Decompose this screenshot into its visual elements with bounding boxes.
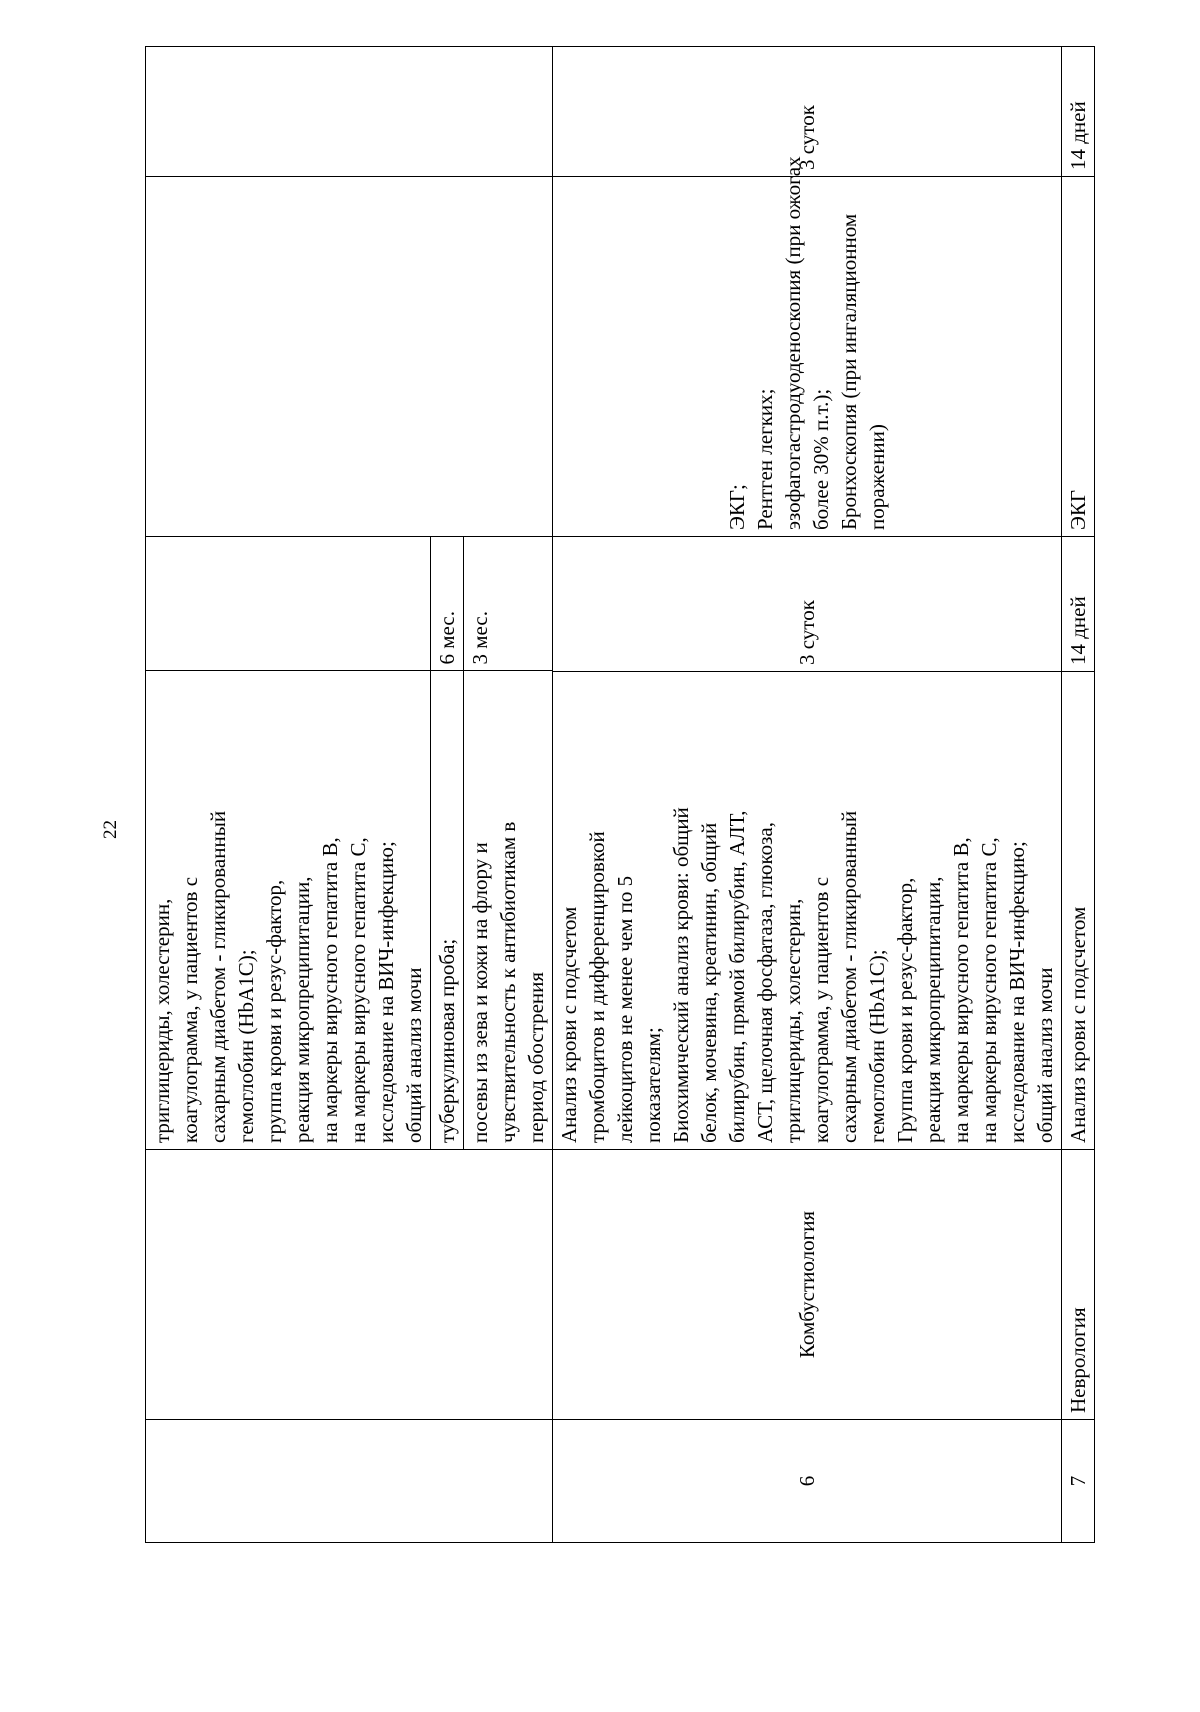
specialty-name: Комбустиология (553, 1150, 1062, 1420)
text-line: более 30% п.т.); (809, 388, 833, 530)
lab-period: 14 дней (1062, 537, 1095, 672)
table-row-continued (146, 47, 553, 1543)
text-line: лейкоцитов не менее чем по 5 (613, 875, 637, 1143)
text-line: общий анализ мочи (402, 967, 426, 1143)
table-row-7 (1062, 47, 1095, 1543)
lab-subtable-cont (146, 537, 552, 1149)
text-line: Рентген легких; (753, 388, 777, 530)
instrumental-tests (553, 156, 1062, 537)
text-line: АСТ, щелочная фосфатаза, глюкоза, (753, 822, 777, 1143)
cell-instr-period-cont (146, 47, 553, 177)
cell-specialty-cont (146, 1150, 553, 1420)
row-number: 7 (1062, 1420, 1095, 1543)
lab-period: 3 суток (553, 537, 1062, 672)
text-line: триглицериды, холестерин, (150, 898, 174, 1143)
text-line: период обострения (524, 971, 548, 1143)
text-line: группа крови и резус-фактор, (262, 879, 286, 1143)
examination-table (145, 46, 1095, 1543)
culture-test (464, 671, 553, 1149)
cell-instr-cont (146, 177, 553, 537)
lab-period-cont (146, 537, 431, 671)
text-line: на маркеры вирусного гепатита В, (318, 837, 342, 1143)
text-line: коагулограмма, у пациентов с (809, 876, 833, 1143)
text-line: Бронхоскопия (при ингаляционном (837, 213, 861, 530)
instrumental-period: 14 дней (1062, 47, 1095, 177)
cell-lab-cont (146, 537, 553, 1150)
text-line: тромбоцитов и дифференцировкой (585, 831, 609, 1143)
text-line: реакция микропреципитации, (290, 876, 314, 1143)
cell-num-cont (146, 1420, 553, 1543)
text-line: на маркеры вирусного гепатита С, (346, 837, 370, 1143)
tuberculin-period: 6 мес. (431, 537, 464, 671)
instrumental-tests: ЭКГ (1062, 177, 1095, 537)
text-line: исследование на ВИЧ-инфекцию; (1005, 841, 1029, 1143)
table-row (431, 537, 464, 1149)
text-line: сахарным диабетом - гликированный (837, 810, 861, 1143)
instrumental-period: 3 суток (553, 47, 1062, 177)
text-line: гемоглобин (HbA1C); (234, 949, 258, 1143)
table-row (464, 537, 553, 1149)
text-line: показателям; (641, 1027, 665, 1143)
text-line: общий анализ мочи (1033, 967, 1057, 1143)
text-line: посевы из зева и кожи на флору и (468, 842, 492, 1143)
text-line: на маркеры вирусного гепатита В, (949, 837, 973, 1143)
text-line: туберкулиновая проба; (435, 938, 459, 1143)
text-line: эзофагогастродуоденоскопия (при ожогах (781, 156, 805, 530)
page-number: 22 (100, 820, 121, 840)
text-line: гемоглобин (HbA1C); (865, 949, 889, 1143)
row-number: 6 (553, 1420, 1062, 1543)
text-line: билирубин, прямой билирубин, АЛТ, (725, 810, 749, 1143)
text-line: исследование на ВИЧ-инфекцию; (374, 841, 398, 1143)
specialty-name: Неврология (1062, 1150, 1095, 1420)
rotated-table-page (145, 47, 1090, 1543)
text-line: поражении) (865, 424, 889, 530)
text-line: триглицериды, холестерин, (781, 898, 805, 1143)
culture-period: 3 мес. (464, 537, 553, 671)
text-line: сахарным диабетом - гликированный (206, 810, 230, 1143)
table-row-6 (553, 47, 1062, 1543)
text-line: Группа крови и резус-фактор, (893, 877, 917, 1143)
lab-tests-cont (146, 671, 431, 1149)
text-line: на маркеры вирусного гепатита С, (977, 837, 1001, 1143)
table-row (146, 537, 431, 1149)
text-line: ЭКГ; (725, 484, 749, 530)
text-line: реакция микропреципитации, (921, 876, 945, 1143)
lab-tests (553, 672, 1062, 1150)
text-line: чувствительность к антибиотикам в (496, 821, 520, 1143)
tuberculin-test (431, 671, 464, 1149)
text-line: Анализ крови с подсчетом (557, 906, 581, 1143)
text-line: Биохимический анализ крови: общий (669, 807, 693, 1143)
lab-tests: Анализ крови с подсчетом (1062, 672, 1095, 1150)
text-line: коагулограмма, у пациентов с (178, 876, 202, 1143)
text-line: белок, мочевина, креатинин, общий (697, 822, 721, 1143)
